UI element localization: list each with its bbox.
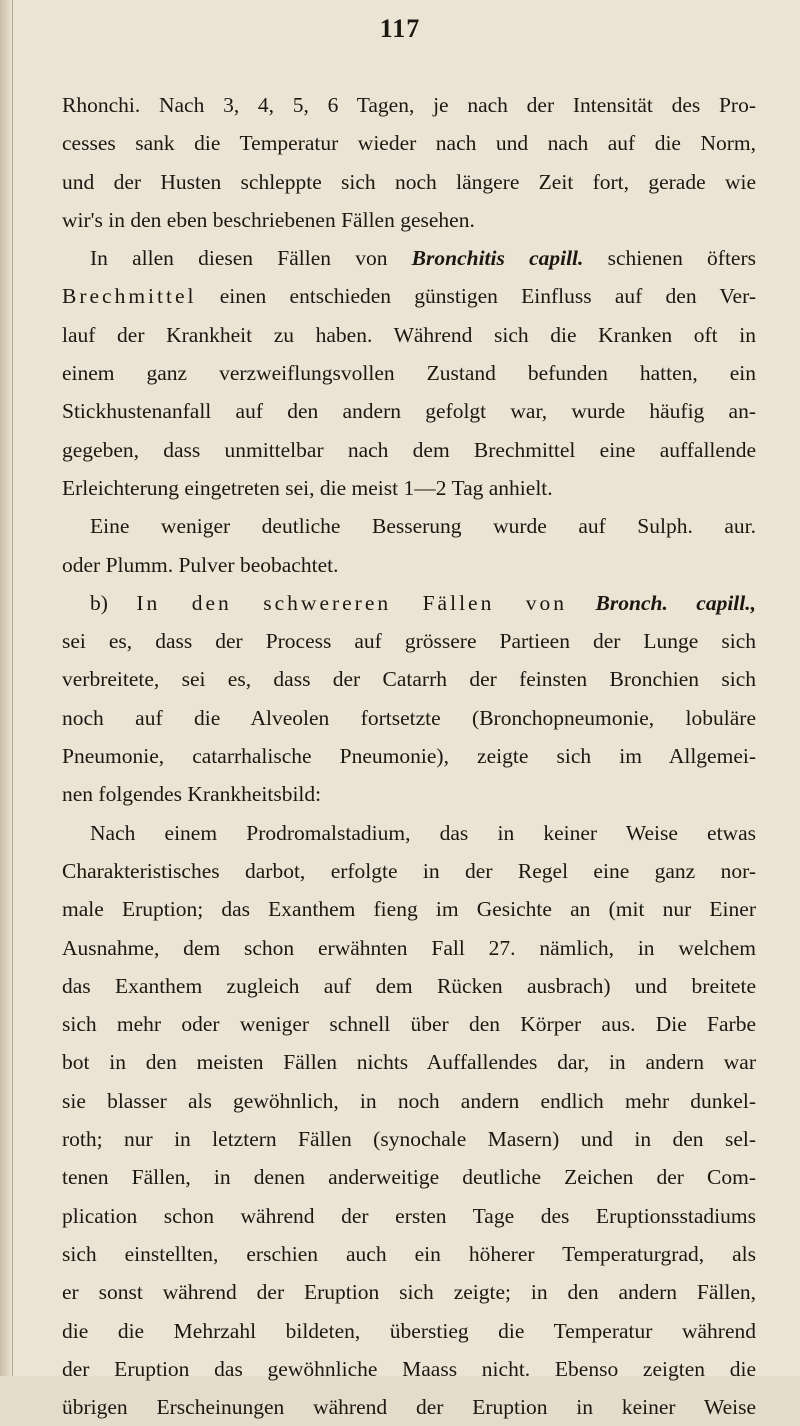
text-segment: lauf der Krankheit zu haben. Während sich die Kranken oft in	[62, 322, 756, 347]
text-line	[62, 737, 756, 775]
text-line	[62, 1273, 756, 1311]
text-segment: bot in den meisten Fällen nichts Auffallendes dar, in andern war	[62, 1050, 756, 1075]
text-segment: der Eruption das gewöhnliche Maass nicht. Ebenso zeigten die	[62, 1356, 756, 1381]
text-line	[62, 814, 756, 852]
text-segment: Charakteristisches darbot, erfolgte in der Regel eine ganz nor-	[62, 858, 756, 883]
text-line	[62, 431, 756, 469]
page-number: 117	[379, 14, 421, 43]
text-segment: Stickhustenanfall auf den andern gefolgt war, wurde häufig an-	[62, 399, 756, 424]
text-line	[62, 1120, 756, 1158]
text-segment: Erleichterung eingetreten sei, die meist 1—2 Tag anhielt.	[62, 475, 553, 500]
text-segment: sei es, dass der Process auf grössere Partieen der Lunge sich	[62, 629, 756, 654]
text-segment: nen folgendes Krankheitsbild:	[62, 782, 322, 807]
text-line	[62, 277, 756, 315]
text-segment	[567, 591, 595, 615]
text-segment: einen entschieden günstigen Einfluss auf den Ver-	[196, 284, 756, 309]
text-segment: Nach einem Prodromalstadium, das in keiner Weise etwas	[90, 820, 756, 845]
text-line	[62, 1043, 756, 1081]
text-segment: Brechmittel	[62, 284, 197, 309]
text-line	[62, 124, 756, 162]
text-line	[62, 967, 756, 1005]
text-line	[62, 1350, 756, 1388]
text-line	[62, 316, 756, 354]
text-segment: Rhonchi. Nach 3, 4, 5, 6 Tagen, je nach der Intensität des Pro-	[62, 93, 756, 117]
text-segment: Eine weniger deutliche Besserung wurde auf Sulph. aur.	[90, 514, 756, 539]
text-segment: die die Mehrzahl bildeten, überstieg die Temperatur während	[62, 1318, 756, 1343]
text-line	[62, 699, 756, 737]
text-line	[62, 507, 756, 545]
text-line	[62, 1005, 756, 1043]
text-segment: Ausnahme, dem schon erwähnten Fall 27. nämlich, in welchem	[62, 935, 756, 960]
text-line	[62, 392, 756, 430]
text-segment: oder Plumm. Pulver beobachtet.	[62, 552, 339, 577]
text-line	[62, 660, 756, 698]
text-segment: male Eruption; das Exanthem fieng im Gesichte an (mit nur Einer	[62, 897, 756, 922]
text-line	[62, 929, 756, 967]
text-segment: Bronch. capill.,	[595, 590, 756, 615]
text-segment: tenen Fällen, in denen anderweitige deutliche Zeichen der Com-	[62, 1165, 756, 1190]
text-segment: und der Husten schleppte sich noch längere Zeit fort, gerade wie	[62, 169, 756, 194]
text-segment: verbreitete, sei es, dass der Catarrh der feinsten Bronchien sich	[62, 667, 756, 692]
text-line	[62, 584, 756, 622]
text-segment: Bronchitis capill.	[411, 246, 584, 271]
text-segment: sich einstellten, erschien auch ein höherer Temperaturgrad, als	[62, 1241, 756, 1266]
text-line	[62, 354, 756, 392]
text-line	[62, 852, 756, 890]
text-line	[62, 775, 756, 813]
text-segment: schienen öfters	[583, 246, 756, 271]
text-segment: Pneumonie, catarrhalische Pneumonie), zeigte sich im Allgemei-	[62, 744, 756, 769]
text-line	[62, 163, 756, 201]
text-line	[62, 890, 756, 928]
text-segment: roth; nur in letztern Fällen (synochale Masern) und in den sel-	[62, 1127, 756, 1152]
text-line	[62, 239, 756, 277]
text-segment: In allen diesen Fällen von	[90, 246, 412, 271]
text-segment: noch auf die Alveolen fortsetzte (Bronchopneumonie, lobuläre	[62, 705, 756, 730]
body-text	[62, 86, 756, 1426]
binding-edge	[0, 0, 13, 1376]
text-line	[62, 622, 756, 660]
text-segment: plication schon während der ersten Tage des Eruptionsstadiums	[62, 1203, 756, 1228]
text-line	[62, 1235, 756, 1273]
text-segment: sich mehr oder weniger schnell über den Körper aus. Die Farbe	[62, 1012, 756, 1037]
text-segment: In den schwereren Fällen von	[136, 590, 568, 615]
text-segment: cesses sank die Temperatur wieder nach und nach auf die Norm,	[62, 131, 756, 156]
text-segment: b)	[90, 590, 137, 615]
text-segment: sie blasser als gewöhnlich, in noch andern endlich mehr dunkel-	[62, 1088, 756, 1113]
text-line	[62, 86, 756, 124]
text-line	[62, 1158, 756, 1196]
text-line	[62, 201, 756, 239]
text-segment: das Exanthem zugleich auf dem Rücken ausbrach) und breitete	[62, 973, 756, 998]
text-line	[62, 1312, 756, 1350]
text-line	[62, 1197, 756, 1235]
text-segment: wir's in den eben beschriebenen Fällen gesehen.	[62, 207, 475, 232]
text-segment: einem ganz verzweiflungsvollen Zustand befunden hatten, ein	[62, 361, 756, 386]
text-segment: übrigen Erscheinungen während der Eruption in keiner Weise	[62, 1395, 756, 1420]
text-line	[62, 1082, 756, 1120]
text-line	[62, 546, 756, 584]
text-segment: gegeben, dass unmittelbar nach dem Brechmittel eine auffallende	[62, 437, 756, 462]
text-line	[62, 1388, 756, 1426]
text-line	[62, 469, 756, 507]
text-segment: er sonst während der Eruption sich zeigte; in den andern Fällen,	[62, 1280, 756, 1305]
